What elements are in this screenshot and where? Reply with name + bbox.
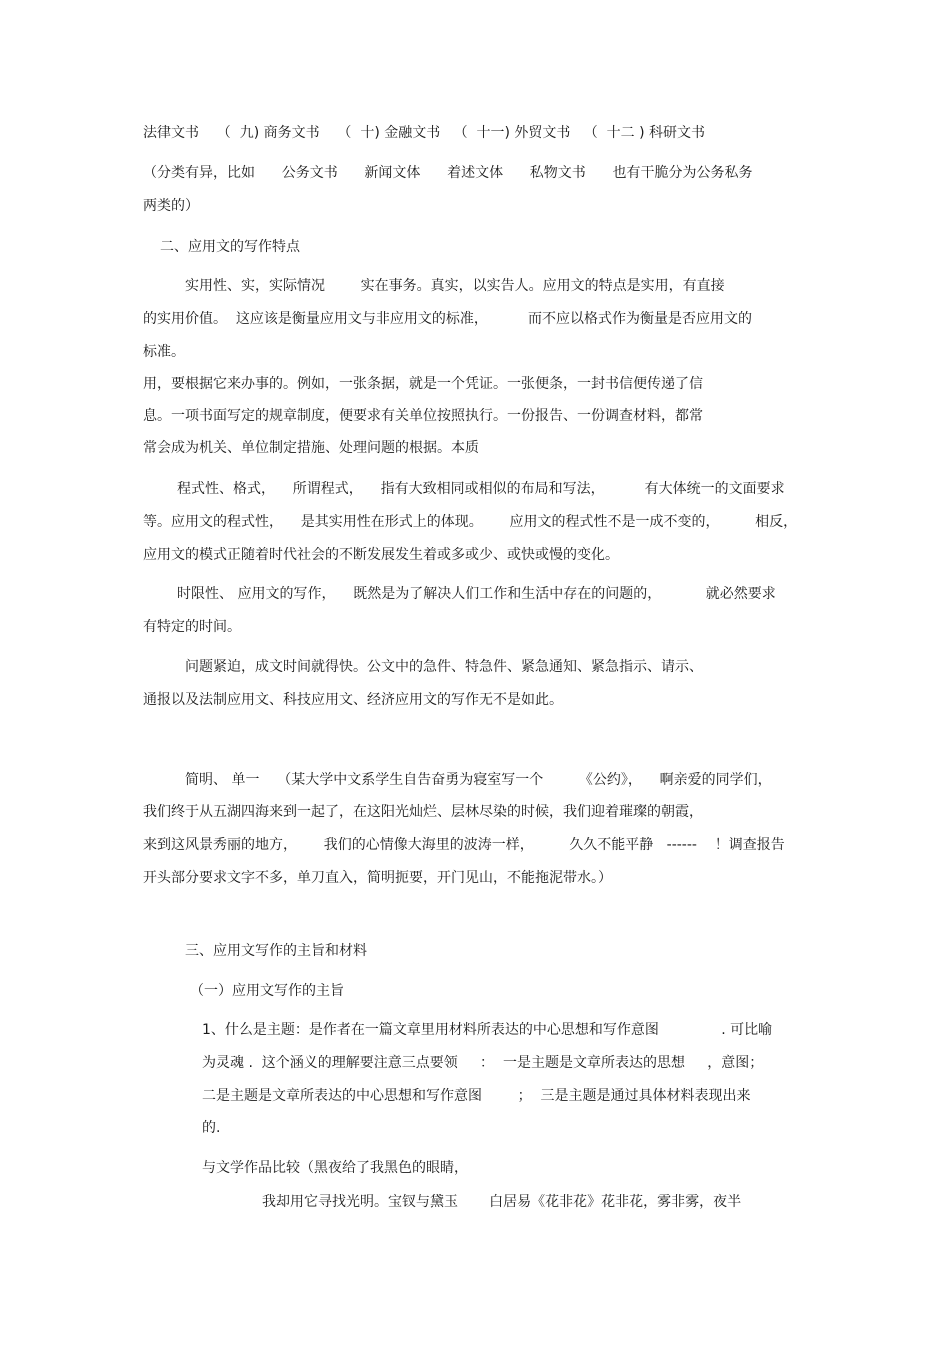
text-line: 简明、 单一 （某大学中文系学生自告奋勇为寝室写一个 《公约》， 啊亲爱的同学们， — [185, 772, 772, 788]
text-line: 开头部分要求文字不多，单刀直入，简明扼要，开门见山，不能拖泥带水。） — [143, 870, 612, 886]
text-line: 通报以及法制应用文、科技应用文、经济应用文的写作无不是如此。 — [143, 692, 563, 708]
text-line: 实用性、实，实际情况 实在事务。真实，以实告人。应用文的特点是实用，有直接 — [185, 278, 725, 294]
text-line: 标准。 — [143, 344, 185, 360]
text-line: 1、什么是主题：是作者在一篇文章里用材料所表达的中心思想和写作意图 . 可比喻 — [202, 1022, 773, 1038]
text-line: 程式性、格式， 所谓程式， 指有大致相同或相似的布局和写法， 有大体统一的文面要求 — [177, 481, 785, 497]
text-line: 二是主题是文章所表达的中心思想和写作意图 ； 三是主题是通过具体材料表现出来 — [202, 1088, 751, 1104]
text-line: 法律文书 （ 九) 商务文书 （ 十) 金融文书 （ 十一) 外贸文书 （ 十二 ) 科研文书 — [143, 125, 706, 141]
text-line: 等。应用文的程式性， 是其实用性在形式上的体现。 应用文的程式性不是一成不变的， 相反， — [143, 514, 798, 530]
text-line: 我却用它寻找光明。宝钗与黛玉 白居易《花非花》花非花，雾非雾，夜半 — [262, 1194, 742, 1210]
section-heading: 三、应用文写作的主旨和材料 — [185, 943, 367, 959]
text-line: 我们终于从五湖四海来到一起了，在这阳光灿烂、层林尽染的时候，我们迎着璀璨的朝霞， — [143, 804, 703, 820]
text-line: 问题紧迫，成文时间就得快。公文中的急件、特急件、紧急通知、紧急指示、请示、 — [185, 659, 703, 675]
text-line: 常会成为机关、单位制定措施、处理问题的根据。本质 — [143, 440, 479, 456]
text-line: 息。一项书面写定的规章制度，便要求有关单位按照执行。一份报告、一份调查材料，都常 — [143, 408, 703, 424]
text-line: 的. — [202, 1120, 221, 1136]
text-line: 来到这风景秀丽的地方， 我们的心情像大海里的波涛一样， 久久不能平静 ------ ！调查报告 — [143, 837, 785, 853]
text-line: （分类有异，比如 公务文书 新闻文体 着述文体 私物文书 也有干脆分为公务私务 — [143, 165, 753, 181]
text-line: 与文学作品比较（黑夜给了我黑色的眼睛， — [202, 1160, 468, 1176]
text-line: 有特定的时间。 — [143, 619, 241, 635]
text-line: 应用文的模式正随着时代社会的不断发展发生着或多或少、或快或慢的变化。 — [143, 547, 619, 563]
text-line: 的实用价值。 这应该是衡量应用文与非应用文的标准， 而不应以格式作为衡量是否应用文的 — [143, 311, 752, 327]
text-line: 用，要根据它来办事的。例如，一张条据，就是一个凭证。一张便条，一封书信便传递了信 — [143, 376, 703, 392]
text-line: 时限性、 应用文的写作， 既然是为了解决人们工作和生活中存在的问题的， 就必然要求 — [177, 586, 776, 602]
section-heading: 二、应用文的写作特点 — [160, 239, 300, 255]
text-line: 两类的） — [143, 198, 199, 214]
text-line: 为灵魂 . 这个涵义的理解要注意三点要领 ： 一是主题是文章所表达的思想 ，意图； — [202, 1055, 764, 1071]
subsection-heading: （一）应用文写作的主旨 — [190, 983, 344, 999]
